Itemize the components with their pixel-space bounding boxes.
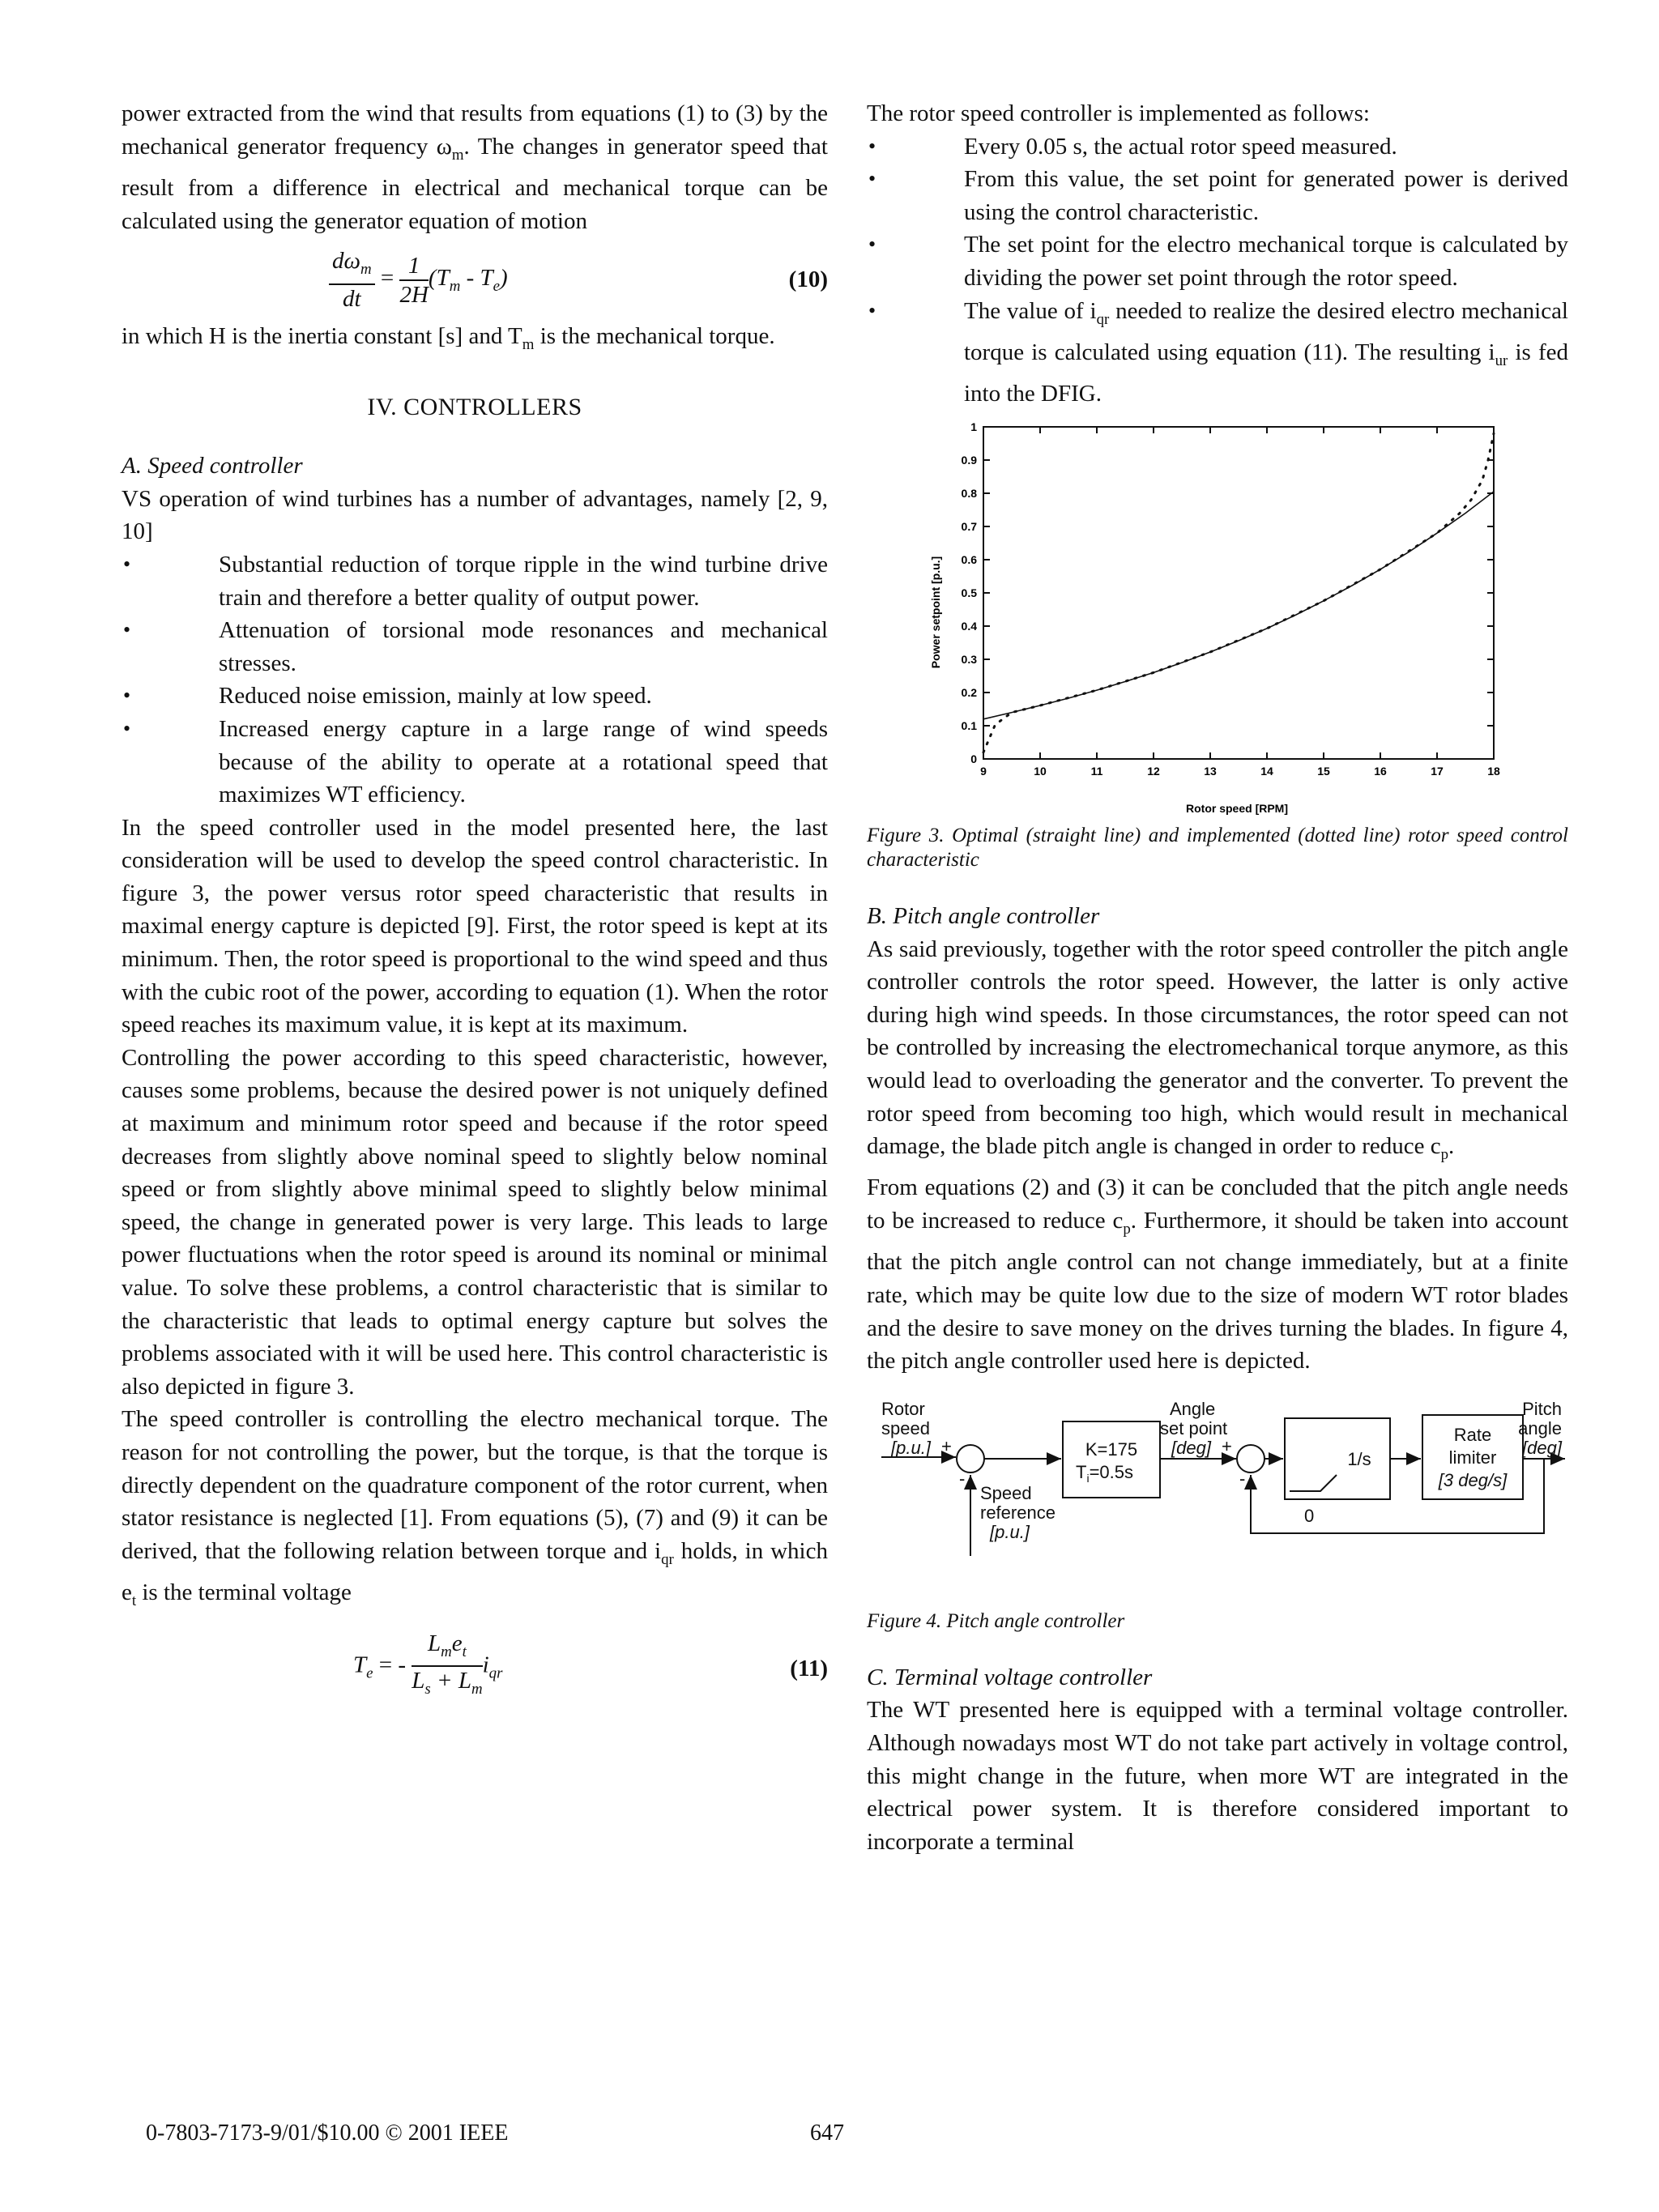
subsection-terminal-voltage: C. Terminal voltage controller xyxy=(867,1664,1153,1690)
x-tick-label: 18 xyxy=(1487,764,1500,778)
pitch-angle-label: angle xyxy=(1518,1417,1562,1438)
list-item: • Reduced noise emission, mainly at low speed. xyxy=(122,680,828,713)
pitch-angle-label: Pitch xyxy=(1522,1398,1562,1419)
speed-intro: VS operation of wind turbines has a number of advantages, namely [2, 9, 10] xyxy=(122,485,828,545)
advantages-list xyxy=(122,548,828,812)
speed-paragraph-2: Controlling the power according to this speed characteristic, however, causes some problems, because the desired power is not uniquely defined at maximum and minimum rotor speed and because if the rotor speed decreases from slightly above nominal speed to slightly below nominal speed or from slightly above minimal speed to slightly below minimal speed, the change in generated power is very large. This leads to large power fluctuations when the rotor speed is around its nominal or minimal value. To solve these problems, a control characteristic that is similar to the characteristic that leads to optimal energy capture but solves the problems associated with it will be used here. This control characteristic is also depicted in figure 3. xyxy=(122,1044,828,1400)
y-tick-label: 0.4 xyxy=(961,619,977,633)
x-tick-label: 16 xyxy=(1374,764,1387,778)
optimal-series-line xyxy=(983,492,1494,719)
list-item: • Increased energy capture in a large range of wind speeds because of the ability to operate at a rotational speed that maximizes WT efficiency. xyxy=(122,713,828,812)
pitch-angle-unit: [deg] xyxy=(1522,1437,1562,1458)
speed-reference-label: Speed xyxy=(980,1482,1032,1503)
plus-sign: + xyxy=(1222,1435,1232,1456)
list-item: • The set point for the electro mechanical torque is calculated by dividing the power set point through the rotor speed. xyxy=(867,228,1568,294)
pi-time-constant: $T_i=0.5s$ xyxy=(1076,1461,1134,1485)
equation-number: (10) xyxy=(788,266,828,293)
y-tick-label: 0.7 xyxy=(961,519,977,533)
y-tick-label: 0.3 xyxy=(961,652,977,666)
minus-sign: - xyxy=(1239,1468,1246,1489)
x-tick-label: 17 xyxy=(1431,764,1444,778)
pitch-paragraph-2: From equations (2) and (3) it can be concluded that the pitch angle needs to be increased to reduce $c_p$. Furthermore, it should be taken into account that the pitch angle control can not change immediately, but at a finite rate, which may be quite low due to the size of modern WT rotor blades and the desire to save money on the drives turning the blades. In figure 4, the pitch angle controller used here is depicted. xyxy=(867,1174,1569,1375)
lower-limit: 0 xyxy=(1304,1505,1315,1526)
integrator-label: 1/s xyxy=(1347,1448,1371,1469)
list-item: • Substantial reduction of torque ripple in the wind turbine drive train and therefore a better quality of output power. xyxy=(122,548,828,614)
x-tick-label: 10 xyxy=(1034,764,1047,778)
equation-number: (11) xyxy=(790,1655,828,1681)
pi-controller-block xyxy=(1063,1421,1160,1498)
list-item: • From this value, the set point for generated power is derived using the control characteristic. xyxy=(867,163,1568,228)
minus-sign: - xyxy=(959,1468,966,1489)
x-tick-label: 15 xyxy=(1317,764,1330,778)
y-axis-label: Power setpoint [p.u.] xyxy=(929,556,942,669)
equation-10: $\frac{d\omega_m}{dt}$ = $\frac{1}{2H}$ $(T_m - T_e)$ (10) xyxy=(122,242,828,320)
integrator-block xyxy=(1285,1418,1390,1499)
angle-setpoint-unit: [deg] xyxy=(1171,1437,1211,1458)
rotor-speed-unit: [p.u.] xyxy=(891,1437,931,1458)
speed-reference-label: reference xyxy=(980,1502,1056,1523)
y-tick-label: 0.2 xyxy=(961,685,977,699)
rotor-speed-chart xyxy=(867,416,1568,816)
x-axis-label: Rotor speed [RPM] xyxy=(1186,801,1288,815)
footer-copyright: 0-7803-7173-9/01/$10.00 © 2001 IEEE xyxy=(146,2120,509,2146)
y-tick-label: 0 xyxy=(970,752,977,765)
implemented-series-line xyxy=(983,433,1494,752)
angle-setpoint-label: set point xyxy=(1160,1417,1228,1438)
right-column xyxy=(867,97,1568,1858)
section-title: IV. CONTROLLERS xyxy=(367,393,582,420)
list-item: • Every 0.05 s, the actual rotor speed measured. xyxy=(867,130,1568,164)
pitch-controller-block-diagram xyxy=(867,1394,1568,1605)
rate-limiter-label: limiter xyxy=(1448,1447,1497,1468)
terminal-paragraph: The WT presented here is equipped with a terminal voltage controller. Although nowadays most WT do not take part actively in voltage control, this might change in the future, when more WT are integrated in the electrical power system. It is therefore considered important to incorporate a terminal xyxy=(867,1697,1568,1855)
y-tick-label: 0.9 xyxy=(961,453,977,467)
x-tick-label: 9 xyxy=(980,764,987,778)
speed-reference-unit: [p.u.] xyxy=(990,1521,1030,1542)
rotor-speed-label: Rotor xyxy=(881,1398,925,1419)
plus-sign: + xyxy=(941,1435,952,1456)
inertia-paragraph: in which H is the inertia constant [s] and $T_m$ is the mechanical torque. xyxy=(122,323,775,353)
speed-paragraph-1: In the speed controller used in the model presented here, the last consideration will be used to develop the speed control characteristic. In figure 3, the power versus rotor speed characteristic that results in maximal energy capture is depicted [9]. First, the rotor speed is kept at its minimum. Then, the rotor speed is proportional to the wind speed and thus with the cubic root of the power, according to equation (1). When the rotor speed reaches its maximum value, it is kept at its maximum. xyxy=(122,814,828,1038)
figure-3-chart xyxy=(867,416,1568,816)
x-tick-label: 12 xyxy=(1147,764,1160,778)
steps-list xyxy=(867,130,1568,411)
x-tick-label: 13 xyxy=(1204,764,1217,778)
rotor-speed-label: speed xyxy=(881,1417,930,1438)
plot-frame xyxy=(983,427,1494,759)
figure-4-caption: Figure 4. Pitch angle controller xyxy=(867,1609,1125,1632)
list-item: • Attenuation of torsional mode resonances and mechanical stresses. xyxy=(122,614,828,680)
controller-intro: The rotor speed controller is implemented as follows: xyxy=(867,100,1370,126)
y-tick-label: 0.8 xyxy=(961,486,977,500)
subsection-pitch-controller: B. Pitch angle controller xyxy=(867,902,1100,929)
x-tick-label: 14 xyxy=(1260,764,1273,778)
angle-setpoint-label: Angle xyxy=(1170,1398,1216,1419)
list-item: • The value of $i_{qr}$ needed to realize the desired electro mechanical torque is calculated using equation (11). The resulting $i_{ur}$ is fed into the DFIG. xyxy=(867,295,1568,411)
x-tick-label: 11 xyxy=(1090,764,1103,778)
subsection-speed-controller: A. Speed controller xyxy=(122,453,303,479)
equation-11: $T_e$ = - $\frac{L_me_t}{L_s + L_m}$ $i_{qr}$ (11) xyxy=(353,1630,828,1698)
y-tick-label: 0.1 xyxy=(961,718,977,732)
y-tick-label: 0.6 xyxy=(961,552,977,566)
intro-paragraph: power extracted from the wind that results from equations (1) to (3) by the mechanical generator frequency $\omega_m$. The changes in generator speed that result from a difference in electrical and mechanical torque can be calculated using the generator equation of motion xyxy=(122,100,828,234)
pi-gain: K=175 xyxy=(1085,1438,1138,1460)
page-number: 647 xyxy=(810,2120,844,2146)
rate-limiter-value: [3 deg/s] xyxy=(1438,1469,1508,1490)
speed-paragraph-3: The speed controller is controlling the electro mechanical torque. The reason for not controlling the power, but the torque, is that the torque is directly dependent on the quadrature component of the rotor current, when stator resistance is neglected [1]. From equations (5), (7) and (9) it can be derived, that the following relation between torque and $i_{qr}$ holds, in which $e_t$ is the terminal voltage xyxy=(122,1406,828,1609)
pitch-paragraph-1: As said previously, together with the rotor speed controller the pitch angle controller controls the rotor speed. However, the latter is only active during high wind speeds. In those circumstances, the rotor speed can not be controlled by increasing the electromechanical torque anymore, as this would lead to overloading the generator and the converter. To prevent the rotor speed from becoming too high, which would result in mechanical damage, the blade pitch angle is changed in order to reduce $c_p$. xyxy=(867,936,1568,1163)
left-column xyxy=(122,97,828,1714)
figure-3-caption: Figure 3. Optimal (straight line) and implemented (dotted line) rotor speed control characteristic xyxy=(867,824,1568,871)
figure-4-diagram xyxy=(867,1394,1568,1605)
y-tick-label: 0.5 xyxy=(961,586,977,599)
y-tick-label: 1 xyxy=(970,420,977,433)
rate-limiter-label: Rate xyxy=(1453,1424,1492,1445)
